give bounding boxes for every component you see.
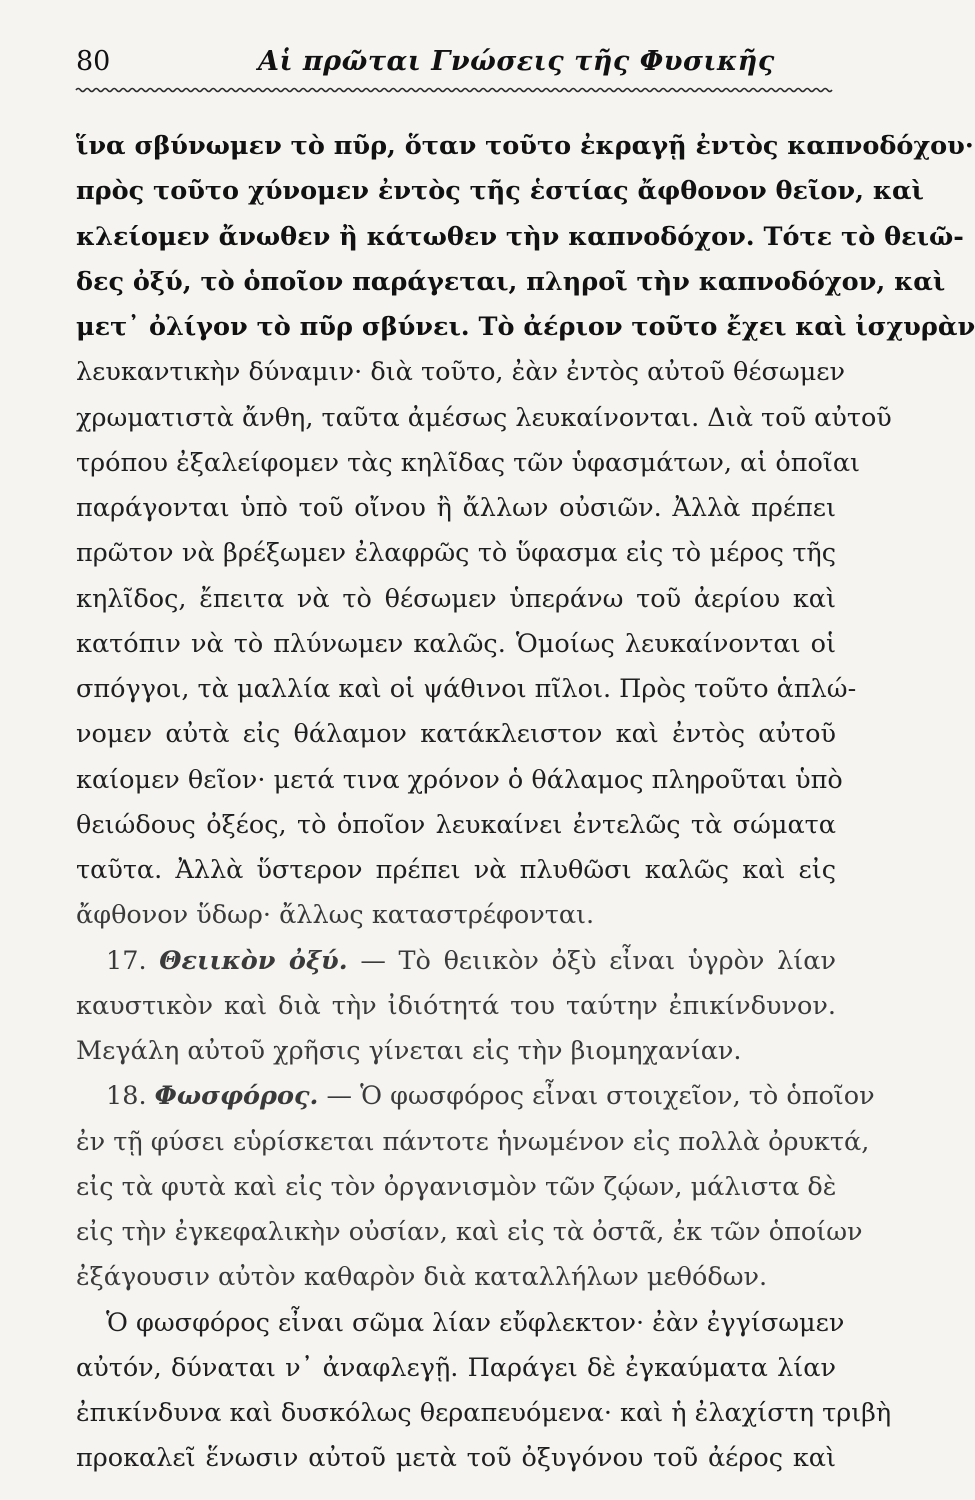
- text-line: τρόπου ἐξαλείφομεν τὰς κηλῖδας τῶν ὑφασμάτων, αἱ ὁποῖαι: [76, 447, 861, 478]
- text-line: πρῶτον νὰ βρέξωμεν ἐλαφρῶς τὸ ὕφασμα εἰς τὸ μέρος τῆς: [76, 538, 836, 569]
- text-line: θειώδους ὀξέος, τὸ ὁποῖον λευκαίνει ἐντελῶς τὰ σώματα: [76, 809, 836, 840]
- text-line: ἵνα σβύνωμεν τὸ πῦρ, ὅταν τοῦτο ἐκραγῇ ἐντὸς καπνοδόχου·: [76, 131, 974, 161]
- text-line: εἰς τὴν ἐγκεφαλικὴν οὐσίαν, καὶ εἰς τὰ ὀστᾶ, ἐκ τῶν ὁποίων: [76, 1217, 863, 1247]
- text-line: ταῦτα. Ἀλλὰ ὕστερον πρέπει νὰ πλυθῶσι καλῶς καὶ εἰς: [76, 855, 836, 885]
- section-number: 17.: [106, 945, 147, 976]
- text-line: ἄφθονον ὕδωρ· ἄλλως καταστρέφονται.: [76, 900, 595, 931]
- section-term: Φωσφόρος.: [154, 1081, 319, 1112]
- text-line: αὐτόν, δύναται ν᾽ ἀναφλεγῇ. Παράγει δὲ ἐγκαύματα λίαν: [76, 1352, 836, 1383]
- text-line: πρὸς τοῦτο χύνομεν ἐντὸς τῆς ἑστίας ἄφθονον θεῖον, καὶ: [76, 176, 924, 207]
- text-line: λευκαντικὴν δύναμιν· διὰ τοῦτο, ἐὰν ἐντὸς αὐτοῦ θέσωμεν: [76, 357, 846, 388]
- page-header: [76, 44, 832, 84]
- page-number: 80: [76, 46, 111, 77]
- text-line: προκαλεῖ ἕνωσιν αὐτοῦ μετὰ τοῦ ὀξυγόνου τοῦ ἀέρος καὶ: [76, 1443, 836, 1474]
- body-text: [76, 124, 975, 1482]
- text-line: παράγονται ὑπὸ τοῦ οἴνου ἢ ἄλλων οὐσιῶν. Ἀλλὰ πρέπει: [76, 493, 836, 523]
- section-term: Θειικὸν ὀξύ.: [159, 945, 348, 976]
- text-line: κατόπιν νὰ τὸ πλύνωμεν καλῶς. Ὁμοίως λευκαίνονται οἱ: [76, 628, 836, 659]
- section-text: — Τὸ θειικὸν ὀξὺ εἶναι ὑγρὸν λίαν: [360, 945, 836, 976]
- section-text: — Ὁ φωσφόρος εἶναι στοιχεῖον, τὸ ὁποῖον: [326, 1081, 875, 1112]
- text-line: εἰς τὰ φυτὰ καὶ εἰς τὸν ὀργανισμὸν τῶν ζῴων, μάλιστα δὲ: [76, 1171, 837, 1202]
- header-rule: [76, 86, 832, 94]
- section-18-heading-line: [76, 1074, 875, 1119]
- text-line: ἐν τῇ φύσει εὑρίσκεται πάντοτε ἡνωμένον εἰς πολλὰ ὀρυκτά,: [76, 1126, 870, 1157]
- text-line: δες ὀξύ, τὸ ὁποῖον παράγεται, πληροῖ τὴν καπνοδόχον, καὶ: [76, 266, 946, 297]
- text-line: νομεν αὐτὰ εἰς θάλαμον κατάκλειστον καὶ ἐντὸς αὐτοῦ: [76, 719, 836, 750]
- text-line: Ὁ φωσφόρος εἶναι σῶμα λίαν εὔφλεκτον· ἐὰν ἐγγίσωμεν: [106, 1307, 845, 1338]
- text-line: καίομεν θεῖον· μετά τινα χρόνον ὁ θάλαμος πληροῦται ὑπὸ: [76, 764, 843, 795]
- section-17-heading-line: [76, 939, 836, 984]
- text-line: ἐπικίνδυνα καὶ δυσκόλως θεραπευόμενα· καὶ ἡ ἐλαχίστη τριβὴ: [76, 1398, 892, 1428]
- text-line: ἐξάγουσιν αὐτὸν καθαρὸν διὰ καταλλήλων μεθόδων.: [76, 1262, 768, 1293]
- section-number: 18.: [106, 1081, 147, 1112]
- text-line: κηλῖδος, ἔπειτα νὰ τὸ θέσωμεν ὑπεράνω τοῦ ἀερίου καὶ: [76, 583, 836, 614]
- text-line: σπόγγοι, τὰ μαλλία καὶ οἱ ψάθινοι πῖλοι. Πρὸς τοῦτο ἁπλώ-: [76, 674, 857, 704]
- text-line: Μεγάλη αὐτοῦ χρῆσις γίνεται εἰς τὴν βιομηχανίαν.: [76, 1036, 742, 1066]
- running-title: Αἱ πρῶται Γνώσεις τῆς Φυσικῆς: [258, 46, 775, 77]
- text-line: κλείομεν ἄνωθεν ἢ κάτωθεν τὴν καπνοδόχον. Τότε τὸ θειῶ-: [76, 221, 964, 252]
- text-line: καυστικὸν καὶ διὰ τὴν ἰδιότητά του ταύτην ἐπικίνδυνον.: [76, 990, 836, 1021]
- text-line: χρωματιστὰ ἄνθη, ταῦτα ἀμέσως λευκαίνονται. Διὰ τοῦ αὐτοῦ: [76, 402, 892, 433]
- text-line: μετ᾽ ὀλίγον τὸ πῦρ σβύνει. Τὸ ἀέριον τοῦτο ἔχει καὶ ἰσχυρὰν: [76, 312, 975, 342]
